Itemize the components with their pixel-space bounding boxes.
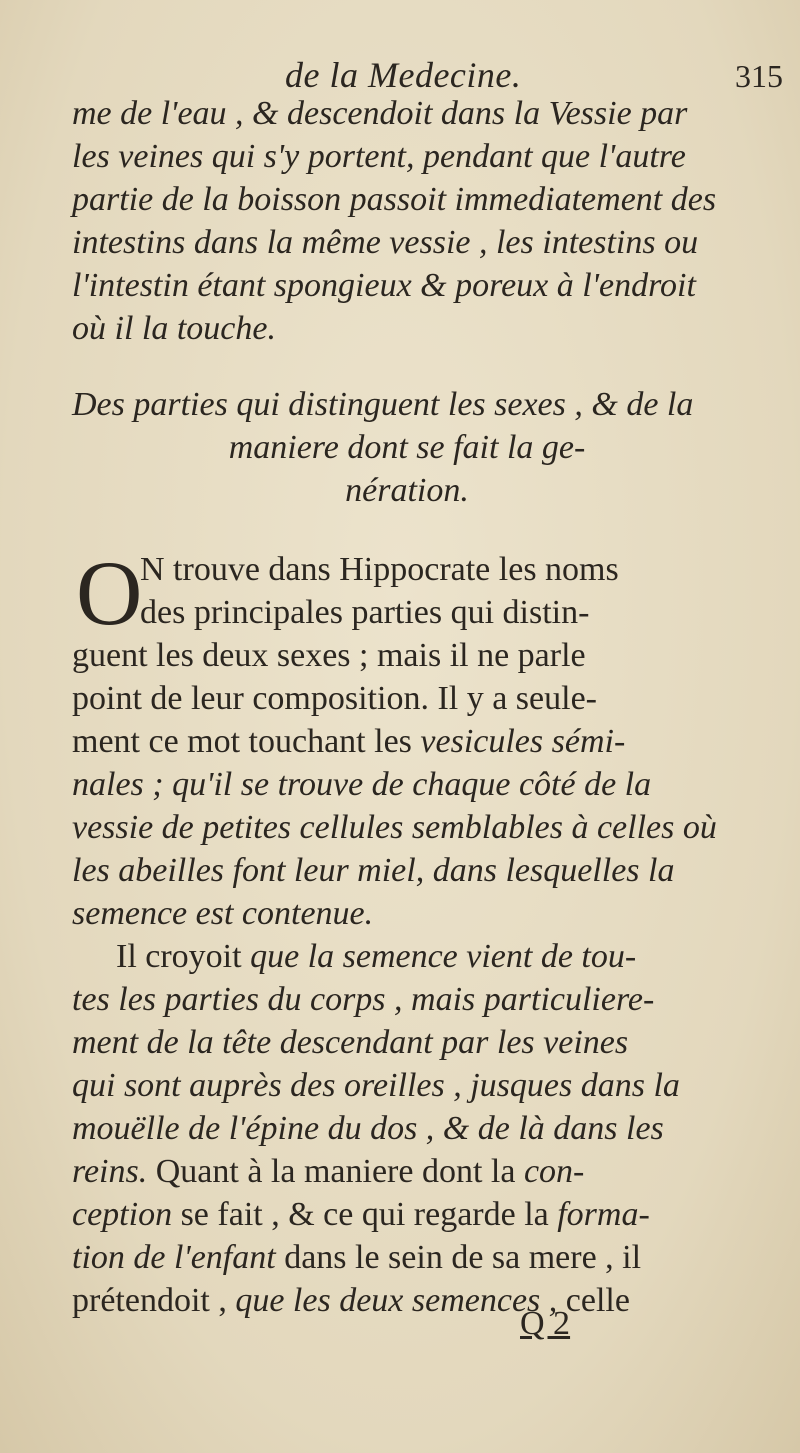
text-line bbox=[72, 1193, 742, 1236]
text-line: ment de la tête descendant par les veines bbox=[72, 1024, 629, 1061]
signature-mark: Q 2 bbox=[520, 1305, 571, 1342]
section-heading bbox=[72, 383, 742, 512]
text-run-italic: vesicules sémi- bbox=[420, 723, 626, 760]
text-run-italic: ception bbox=[72, 1196, 173, 1233]
text-line: vessie de petites cellules semblables à celles où bbox=[72, 809, 717, 846]
text-run: prétendoit , bbox=[72, 1282, 236, 1319]
text-line: où il la touche. bbox=[72, 310, 276, 347]
text-line bbox=[72, 1236, 742, 1279]
text-run-italic: nales ; bbox=[72, 766, 164, 803]
paragraph-continued bbox=[72, 92, 742, 350]
text-run: celle bbox=[557, 1282, 630, 1319]
text-line bbox=[72, 1279, 742, 1322]
heading-line: nération. bbox=[345, 472, 469, 509]
text-line: qui sont auprès des oreilles , jusques dans la bbox=[72, 1067, 680, 1104]
text-line bbox=[72, 720, 742, 763]
running-title: de la Medecine. bbox=[285, 55, 522, 95]
text-run-italic: tion de l'enfant bbox=[72, 1239, 276, 1276]
text-run: Quant à la maniere dont la bbox=[147, 1153, 524, 1190]
text-line: les abeilles font leur miel, dans lesquelles la bbox=[72, 852, 675, 889]
text-run: se fait , & ce qui regarde la bbox=[172, 1196, 558, 1233]
text-line: intestins dans la même vessie , les intestins ou bbox=[72, 224, 699, 261]
text-line bbox=[72, 1150, 742, 1193]
text-line: l'intestin étant spongieux & poreux à l'endroit bbox=[72, 267, 696, 304]
page-number: 315 bbox=[735, 58, 783, 94]
text-run-italic: reins. bbox=[72, 1153, 148, 1190]
text-run: Il croyoit bbox=[116, 938, 251, 975]
text-run: ment ce mot touchant les bbox=[72, 723, 421, 760]
text-line: partie de la boisson passoit immediatement des bbox=[72, 181, 717, 218]
heading-line: maniere dont se fait la ge- bbox=[228, 429, 586, 466]
text-line: des principales parties qui distin- bbox=[140, 594, 590, 631]
text-run-italic: con- bbox=[523, 1153, 585, 1190]
text-line: guent les deux sexes ; mais il ne parle bbox=[72, 637, 586, 674]
text-run-italic: qu'il se trouve de chaque côté de la bbox=[163, 766, 652, 803]
text-line: les veines qui s'y portent, pendant que l'autre bbox=[72, 138, 686, 175]
text-line: semence est contenue. bbox=[72, 895, 374, 932]
text-line: mouëlle de l'épine du dos , & de là dans les bbox=[72, 1110, 664, 1147]
text-run: dans le sein de sa mere , il bbox=[275, 1239, 642, 1276]
text-line: me de l'eau , & descendoit dans la Vessie par bbox=[72, 95, 688, 132]
text-line bbox=[72, 763, 742, 806]
text-line bbox=[72, 935, 742, 978]
text-line: point de leur composition. Il y a seule- bbox=[72, 680, 597, 717]
drop-cap: O bbox=[76, 542, 143, 644]
text-run-italic: forma- bbox=[557, 1196, 650, 1233]
text-run-italic: que la semence vient de tou- bbox=[250, 938, 637, 975]
heading-line: Des parties qui distinguent les sexes , & de la bbox=[72, 386, 694, 423]
paragraph-hippocrate bbox=[72, 542, 742, 1322]
text-run: N trouve dans Hippocrate les noms bbox=[140, 551, 619, 588]
text-run-italic: que les deux semences , bbox=[235, 1282, 558, 1319]
text-line: tes les parties du corps , mais particuliere- bbox=[72, 981, 655, 1018]
